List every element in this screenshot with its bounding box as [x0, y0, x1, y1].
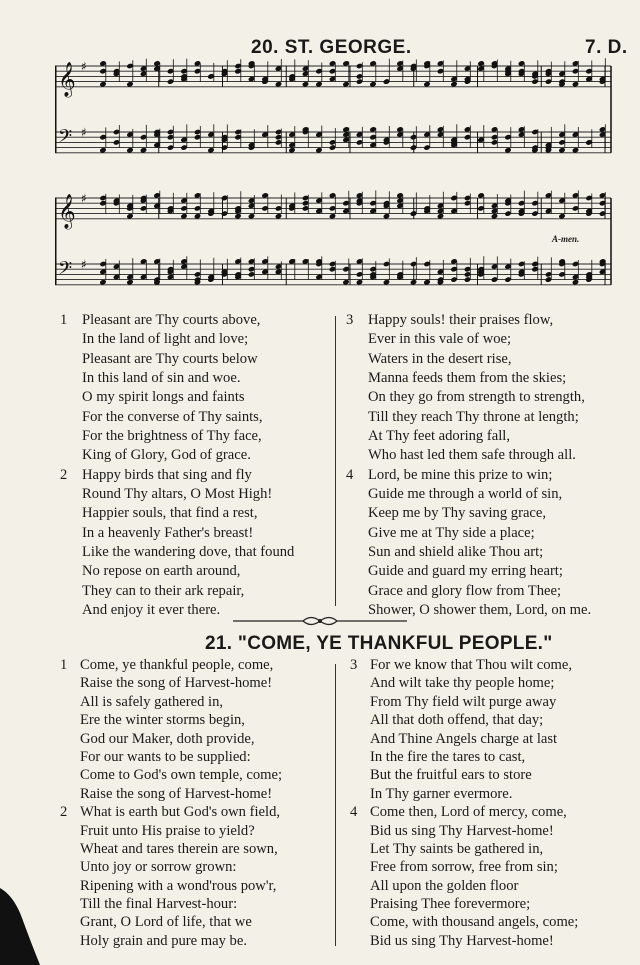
verse-line: [60, 446, 294, 465]
verse-text: Ere the winter storms begin,: [80, 712, 245, 729]
verse-line: [60, 785, 282, 803]
verse-line: [60, 748, 282, 766]
music-score-system-1: [55, 52, 615, 198]
verse-text: In a heavenly Father's breast!: [82, 524, 254, 541]
verse-text: Bid us sing Thy Harvest-home!: [370, 932, 554, 949]
verse-text: Give me at Thy side a place;: [368, 524, 535, 541]
hymn-20-title: 20. ST. GEORGE.: [251, 37, 412, 58]
verse-line: [350, 748, 578, 766]
verse-line: [60, 674, 282, 692]
verse-text: O my spirit longs and faints: [82, 389, 245, 406]
verse-line: [60, 582, 294, 601]
verse-line: [346, 330, 591, 349]
verse-line: [60, 803, 282, 821]
verse-text: In the fire the tares to cast,: [370, 748, 526, 765]
verse-line: [346, 311, 591, 330]
verse-text: Shower, O shower them, Lord, on me.: [368, 602, 592, 619]
verse-text: All upon the golden floor: [370, 877, 519, 894]
verse-text: They can to their ark repair,: [82, 582, 245, 599]
verse-line: [350, 730, 578, 748]
svg-text:♯: ♯: [81, 59, 87, 74]
verse-number: 4: [346, 466, 354, 483]
verse-text: Guide and guard my erring heart;: [368, 563, 563, 580]
verse-line: [346, 446, 591, 465]
verse-text: King of Glory, God of grace.: [82, 447, 251, 464]
verse-text: Grant, O Lord of life, that we: [80, 914, 252, 931]
verse-text: God our Maker, doth provide,: [80, 730, 255, 747]
verse-number: 2: [60, 804, 68, 821]
verse-text: On they go from strength to strength,: [368, 389, 585, 406]
verse-line: [350, 803, 578, 821]
verse-line: [60, 350, 294, 369]
hymn-21-title: 21. "COME, YE THANKFUL PEOPLE.": [205, 633, 553, 654]
verse-text: Sun and shield alike Thou art;: [368, 544, 544, 561]
verse-line: [350, 711, 578, 729]
hymn-20-meter: 7. D.: [585, 37, 628, 58]
verse-line: [350, 656, 578, 674]
verse-text: In Thy garner evermore.: [370, 785, 513, 802]
svg-text:♯: ♯: [81, 191, 87, 206]
verse-text: What is earth but God's own field,: [80, 804, 281, 821]
verse-line: [346, 369, 591, 388]
verse-text: Come then, Lord of mercy, come,: [370, 804, 567, 821]
verse-text: Unto joy or sorrow grown:: [80, 859, 237, 876]
verse-number: 4: [350, 804, 358, 821]
verse-line: [350, 858, 578, 876]
verse-line: [350, 932, 578, 950]
verse-line: [350, 785, 578, 803]
hymn-21-verses-right: [350, 656, 578, 950]
verse-number: 3: [350, 657, 358, 673]
verse-text: Raise the song of Harvest-home!: [80, 675, 273, 692]
verse-text: Ripening with a wond'rous pow'r,: [80, 877, 277, 894]
amen-label: A-men.: [552, 234, 580, 244]
verse-line: [60, 485, 294, 504]
verse-text: Happier souls, that find a rest,: [82, 505, 258, 522]
verse-line: [60, 730, 282, 748]
verse-line: [350, 674, 578, 692]
verse-text: Free from sorrow, free from sin;: [370, 859, 558, 876]
verse-text: For the brightness of Thy face,: [82, 428, 262, 445]
verse-text: Lord, be mine this prize to win;: [368, 466, 553, 483]
verse-text: Ever in this vale of woe;: [368, 331, 512, 348]
verse-text: All is safely gathered in,: [80, 693, 224, 710]
verse-line: [60, 766, 282, 784]
svg-text:♯: ♯: [81, 125, 87, 140]
verse-text: Happy birds that sing and fly: [82, 466, 252, 483]
verse-text: Come to God's own temple, come;: [80, 767, 283, 784]
verse-line: [346, 350, 591, 369]
verse-number: 1: [60, 657, 68, 673]
verse-text: Holy grain and pure may be.: [80, 932, 247, 949]
verse-line: [346, 388, 591, 407]
verse-text: For our wants to be supplied:: [80, 748, 251, 765]
verse-number: 3: [346, 312, 354, 328]
verse-line: [350, 895, 578, 913]
verse-line: [346, 524, 591, 543]
verse-line: [60, 504, 294, 523]
verse-line: [350, 693, 578, 711]
bass-clef-icon: 𝄢: [58, 126, 73, 152]
bass-clef-icon: 𝄢: [58, 258, 73, 284]
verse-text: Come, ye thankful people, come,: [80, 657, 274, 673]
verse-text: Pleasant are Thy courts below: [82, 350, 258, 367]
verse-line: [60, 562, 294, 581]
verse-line: [346, 485, 591, 504]
verse-line: [346, 427, 591, 446]
verse-line: [60, 711, 282, 729]
verse-line: [346, 543, 591, 562]
treble-clef-icon: 𝄞: [58, 193, 76, 229]
hymn-21-verses-left: [60, 656, 282, 950]
page-edge-smudge: [0, 878, 46, 965]
treble-clef-icon: 𝄞: [58, 61, 76, 97]
verse-line: [346, 408, 591, 427]
verse-text: Fruit unto His praise to yield?: [80, 822, 255, 839]
music-score-system-2: [55, 186, 615, 304]
verse-line: [60, 543, 294, 562]
verse-line: [350, 840, 578, 858]
verse-line: [346, 582, 591, 601]
hymn-20-verses-right: [346, 311, 591, 621]
verse-line: [60, 369, 294, 388]
verse-text: Manna feeds them from the skies;: [368, 370, 567, 387]
verse-text: Come, with thousand angels, come;: [370, 914, 579, 931]
verse-text: At Thy feet adoring fall,: [368, 428, 510, 445]
verse-number: 1: [60, 312, 68, 328]
verse-text: Pleasant are Thy courts above,: [82, 312, 261, 328]
verse-text: Guide me through a world of sin,: [368, 486, 563, 503]
verse-text: No repose on earth around,: [82, 563, 241, 580]
verse-line: [60, 877, 282, 895]
verse-line: [346, 562, 591, 581]
verse-line: [346, 504, 591, 523]
verse-text: For the converse of Thy saints,: [82, 408, 263, 425]
verse-line: [60, 932, 282, 950]
hymn-20-verses-left: [60, 311, 294, 621]
verse-line: [60, 858, 282, 876]
verse-text: Till the final Harvest-hour:: [80, 896, 238, 913]
verse-line: [350, 913, 578, 931]
verse-line: [350, 822, 578, 840]
verse-line: [60, 524, 294, 543]
verse-text: All that doth offend, that day;: [370, 712, 544, 729]
verse-line: [60, 388, 294, 407]
verse-line: [60, 330, 294, 349]
verse-line: [346, 466, 591, 485]
verse-text: Grace and glory flow from Thee;: [368, 582, 562, 599]
verse-text: And wilt take thy people home;: [370, 675, 555, 692]
ornament-divider-icon: [233, 613, 407, 629]
verse-text: In the land of light and love;: [82, 331, 249, 348]
verse-line: [350, 766, 578, 784]
verse-text: Wheat and tares therein are sown,: [80, 840, 278, 857]
verse-text: Waters in the desert rise,: [368, 350, 512, 367]
verse-text: Praising Thee forevermore;: [370, 896, 531, 913]
verse-text: Like the wandering dove, that found: [82, 544, 295, 561]
verse-text: Let Thy saints be gathered in,: [370, 840, 544, 857]
verse-text: In this land of sin and woe.: [82, 370, 241, 387]
verse-text: Happy souls! their praises flow,: [368, 312, 554, 328]
verse-text: Who hast led them safe through all.: [368, 447, 576, 464]
verse-text: And enjoy it ever there.: [82, 602, 221, 619]
verse-line: [60, 311, 294, 330]
verse-line: [60, 427, 294, 446]
verse-text: Till they reach Thy throne at length;: [368, 408, 579, 425]
verse-text: Bid us sing Thy Harvest-home!: [370, 822, 554, 839]
verse-line: [60, 693, 282, 711]
verse-line: [60, 656, 282, 674]
verse-line: [350, 877, 578, 895]
verse-line: [60, 895, 282, 913]
column-divider: [335, 316, 336, 606]
verse-text: Keep me by Thy saving grace,: [368, 505, 547, 522]
verse-text: And Thine Angels charge at last: [370, 730, 558, 747]
column-divider: [335, 664, 336, 946]
verse-text: But the fruitful ears to store: [370, 767, 532, 784]
verse-text: For we know that Thou wilt come,: [370, 657, 572, 673]
verse-text: Raise the song of Harvest-home!: [80, 785, 273, 802]
svg-text:♯: ♯: [81, 257, 87, 272]
verse-line: [60, 466, 294, 485]
verse-line: [60, 913, 282, 931]
verse-text: Round Thy altars, O Most High!: [82, 486, 273, 503]
verse-line: [60, 822, 282, 840]
verse-text: From Thy field wilt purge away: [370, 693, 557, 710]
verse-line: [60, 408, 294, 427]
verse-number: 2: [60, 466, 68, 483]
verse-line: [60, 840, 282, 858]
